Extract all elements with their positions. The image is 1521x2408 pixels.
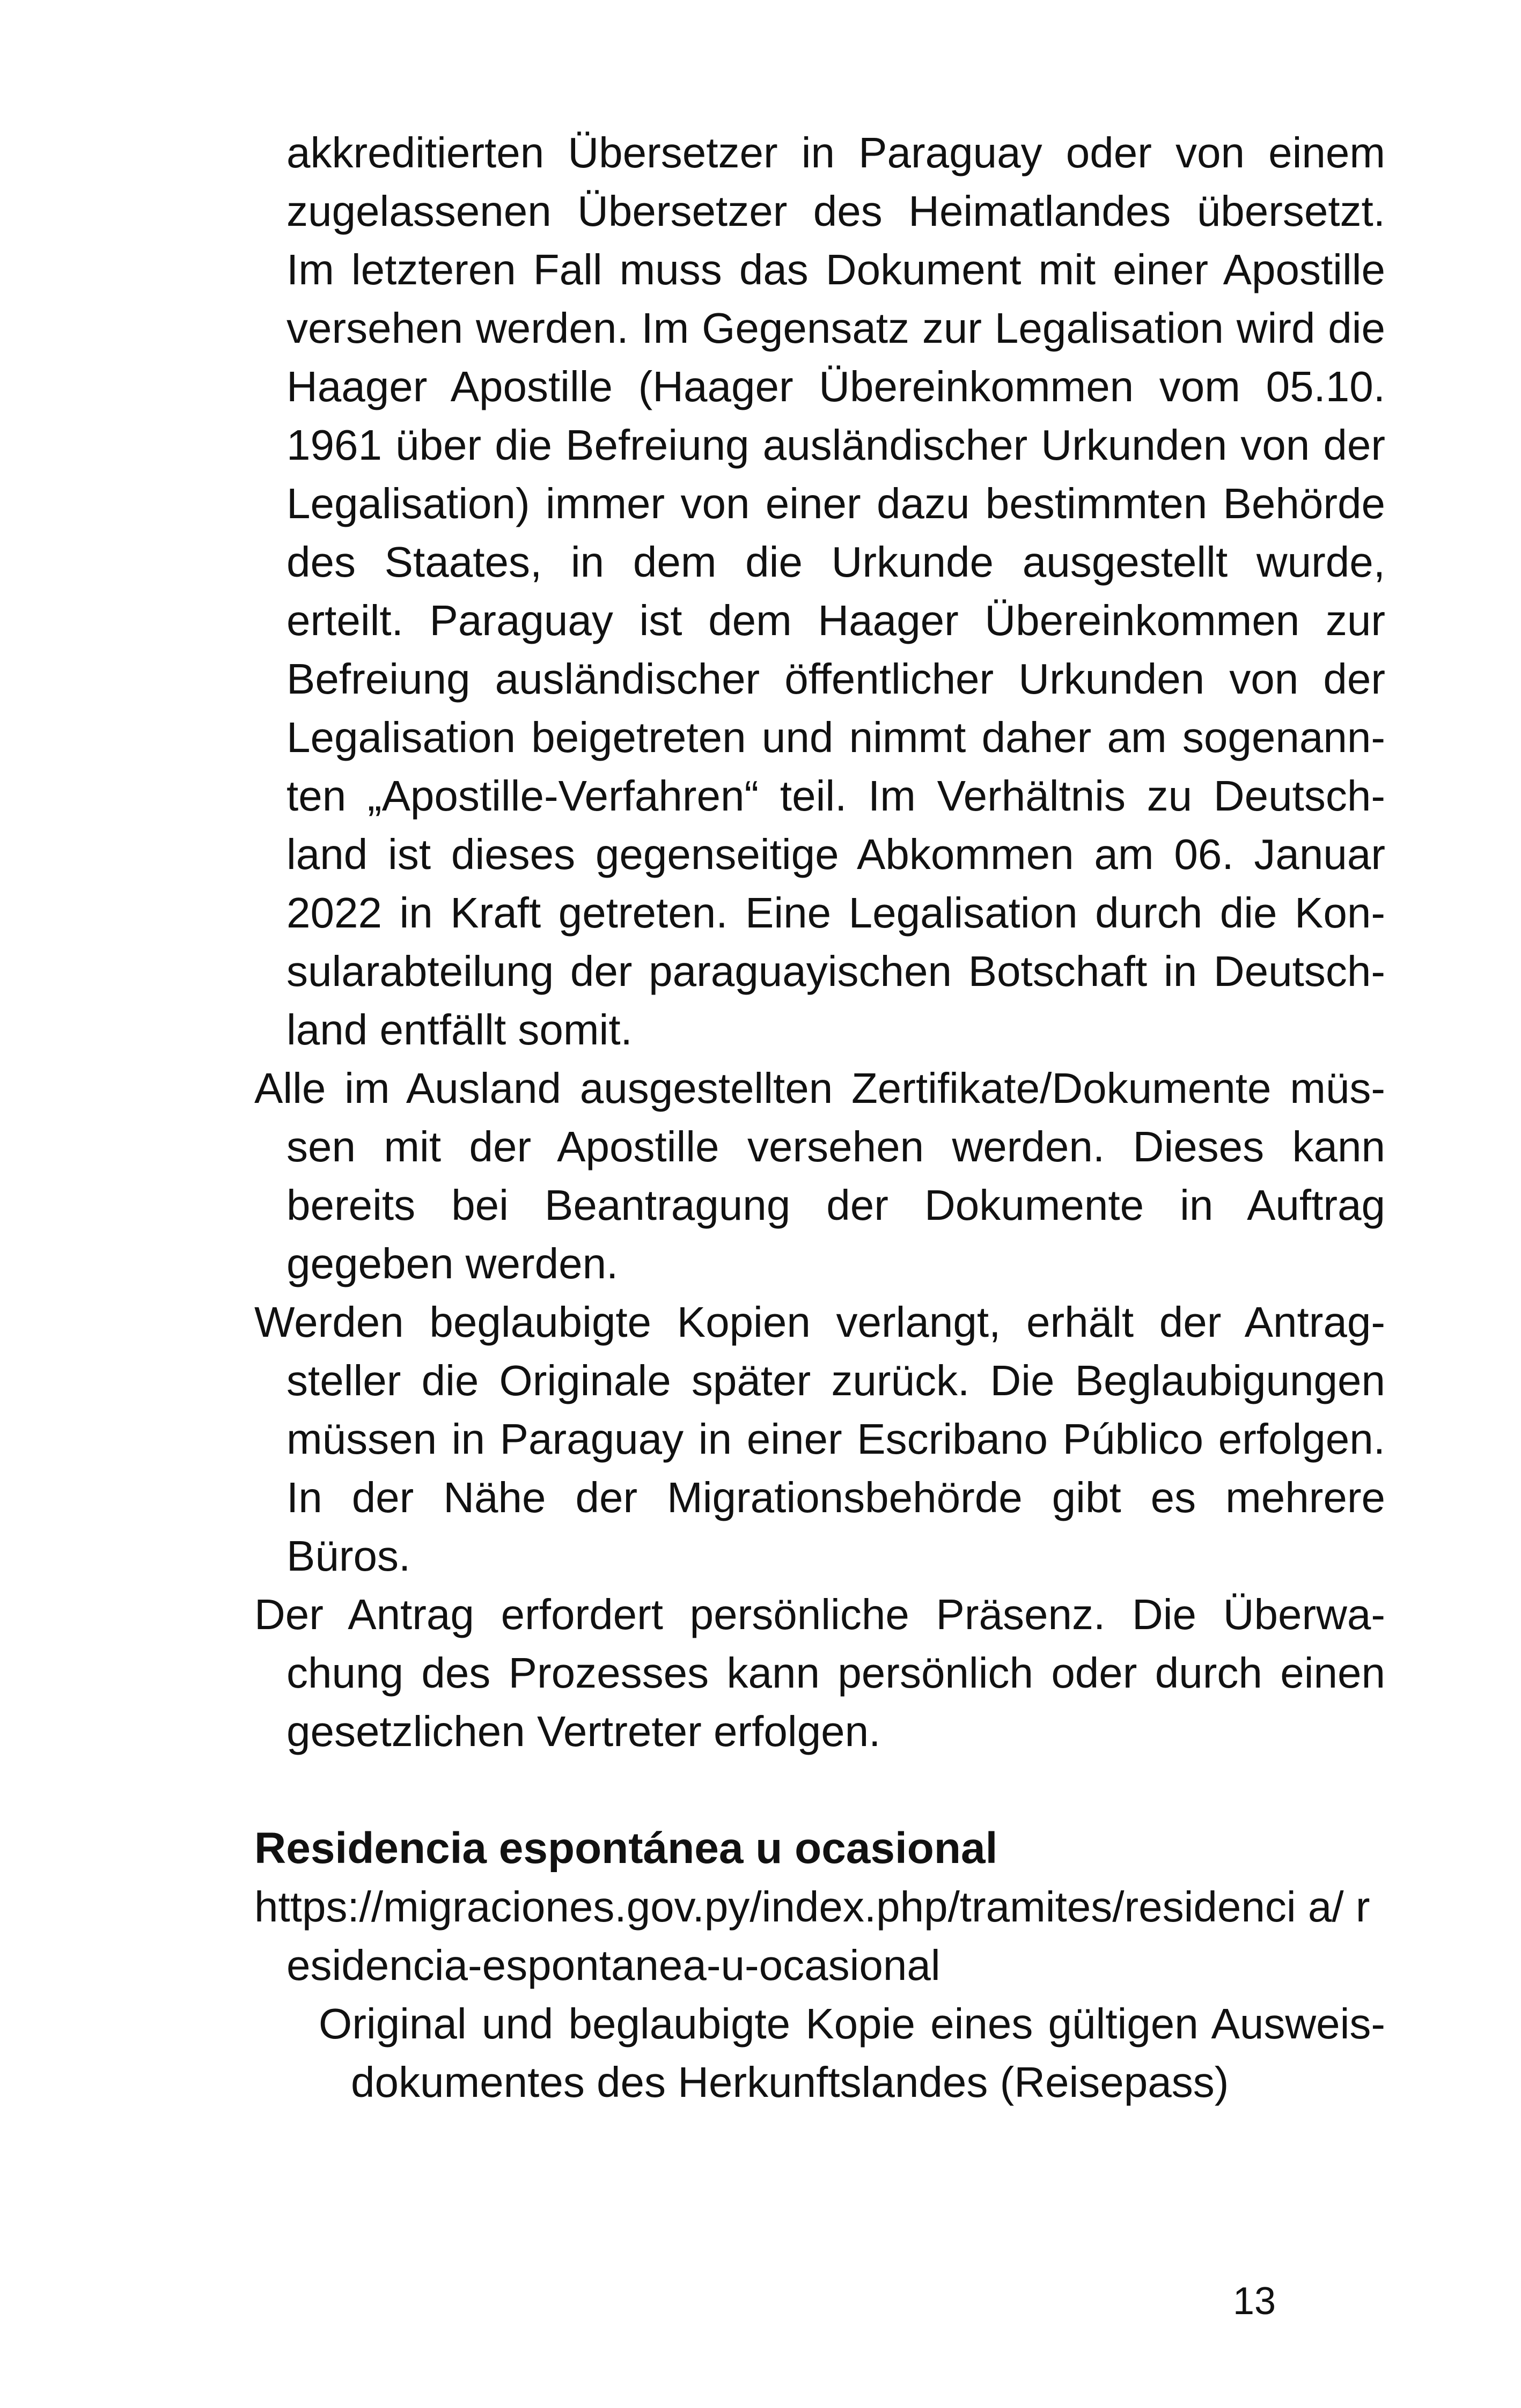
body-text (254, 123, 1385, 2111)
paragraph-certified-copies: Werden beglaubigte Kopien verlangt, erhält der Antragsteller die Originale später zurück. Die Beglaubigungen müssen in Paraguay in einer Escribano Público erfolgen. In der Nähe der Migrationsbehörde gibt es mehrere Büros. (254, 1298, 1385, 1580)
url-text: https://migraciones.gov.py/index.php/tramites/residenci a/ residencia-espontanea-u-ocasional (254, 1883, 1370, 1989)
section-heading: Residencia espontánea u ocasional (254, 1824, 998, 1873)
paragraph-apostille-info: akkreditierten Übersetzer in Paraguay oder von einem zugelassenen Übersetzer des Heimatlandes übersetzt. Im letzteren Fall muss das Dokument mit einer Apostille versehen werden. Im Gegensatz zur Legalisation wird die Haager Apostille (Haager Übereinkommen vom 05.10. 1961 über die Befreiung ausländischer Urkunden von der Legalisation) immer von einer dazu bestimmten Behörde des Staates, in dem die Urkunde ausgestellt wurde, erteilt. Paraguay ist dem Haager Übereinkommen zur Befreiung ausländischer öffentlicher Urkunden von der Legalisation beigetreten und nimmt daher am sogenannten „Apostille-Verfahren“ teil. Im Verhältnis zu Deutschland ist dieses gegenseitige Abkommen am 06. Januar 2022 in Kraft getreten. Eine Legalisation durch die Konsularabteilung der paraguayischen Botschaft in Deutschland entfällt somit. (286, 129, 1385, 1054)
paragraph-personal-presence: Der Antrag erfordert persönliche Präsenz. Die Überwachung des Prozesses kann persönlich oder durch einen gesetzlichen Vertreter erfolgen. (254, 1590, 1385, 1755)
paragraph-foreign-documents: Alle im Ausland ausgestellten Zertifikate/Dokumente müssen mit der Apostille versehen werden. Dieses kann bereits bei Beantragung der Dokumente in Auftrag gegeben werden. (254, 1064, 1385, 1287)
list-item-passport: Original und beglaubigte Kopie eines gültigen Ausweisdokumentes des Herkunftslandes (Reisepass) (319, 2000, 1385, 2106)
page-number: 13 (1233, 2280, 1276, 2323)
